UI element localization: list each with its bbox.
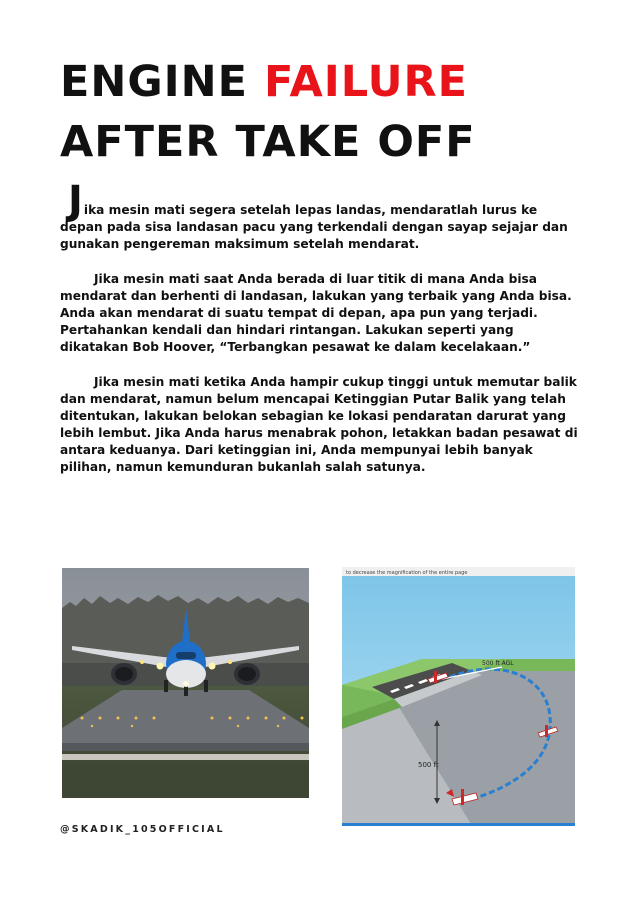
social-handle: @SKADIK_105OFFICIAL	[60, 824, 225, 835]
article-body	[60, 178, 578, 494]
title-word-failure: FAILURE	[264, 57, 468, 107]
paragraph-2: Jika mesin mati saat Anda berada di luar titik di mana Anda bisa mendarat dan berhenti di landasan, lakukan yang terbaik yang Anda bisa. Anda akan mendarat di suatu tempat di depan, apa pun yang terjadi. Pertahankan kendali dan hindari rintangan. Lakukan seperti yang dikatakan Bob Hoover, “Terbangkan pesawat ke dalam kecelakaan.”	[60, 272, 572, 354]
diagram-toolbar-text: to decrease the magnification of the entire page	[346, 570, 468, 576]
diagram-altitude-label: 500 ft AGL	[482, 660, 514, 667]
paragraph-1-text: ika mesin mati segera setelah lepas landas, mendaratlah lurus ke depan pada sisa landasan pacu yang terkendali dengan sayap sejajar dan gunakan pengereman maksimum setelah mendarat.	[60, 203, 568, 251]
title-word-engine: ENGINE	[60, 57, 249, 107]
diagram-height-label: 500 ft	[418, 761, 439, 769]
paragraph-3: Jika mesin mati ketika Anda hampir cukup tinggi untuk memutar balik dan mendarat, namun belum mencapai Ketinggian Putar Balik yang telah ditentukan, lakukan belokan sebagian ke lokasi pendaratan darurat yang lebih lembut. Jika Anda harus menabrak pohon, letakkan badan pesawat di antara keduanya. Dari ketinggian ini, Anda mempunyai lebih banyak pilihan, namun kemunduran bukanlah salah satunya.	[60, 375, 578, 474]
engine-failure-diagram	[342, 567, 575, 826]
page-title	[60, 52, 600, 172]
drop-cap: J	[68, 178, 83, 224]
airliner-runway-photo	[62, 568, 309, 798]
paragraph-1	[60, 178, 578, 253]
title-line-after-take-off: AFTER TAKE OFF	[60, 117, 476, 167]
